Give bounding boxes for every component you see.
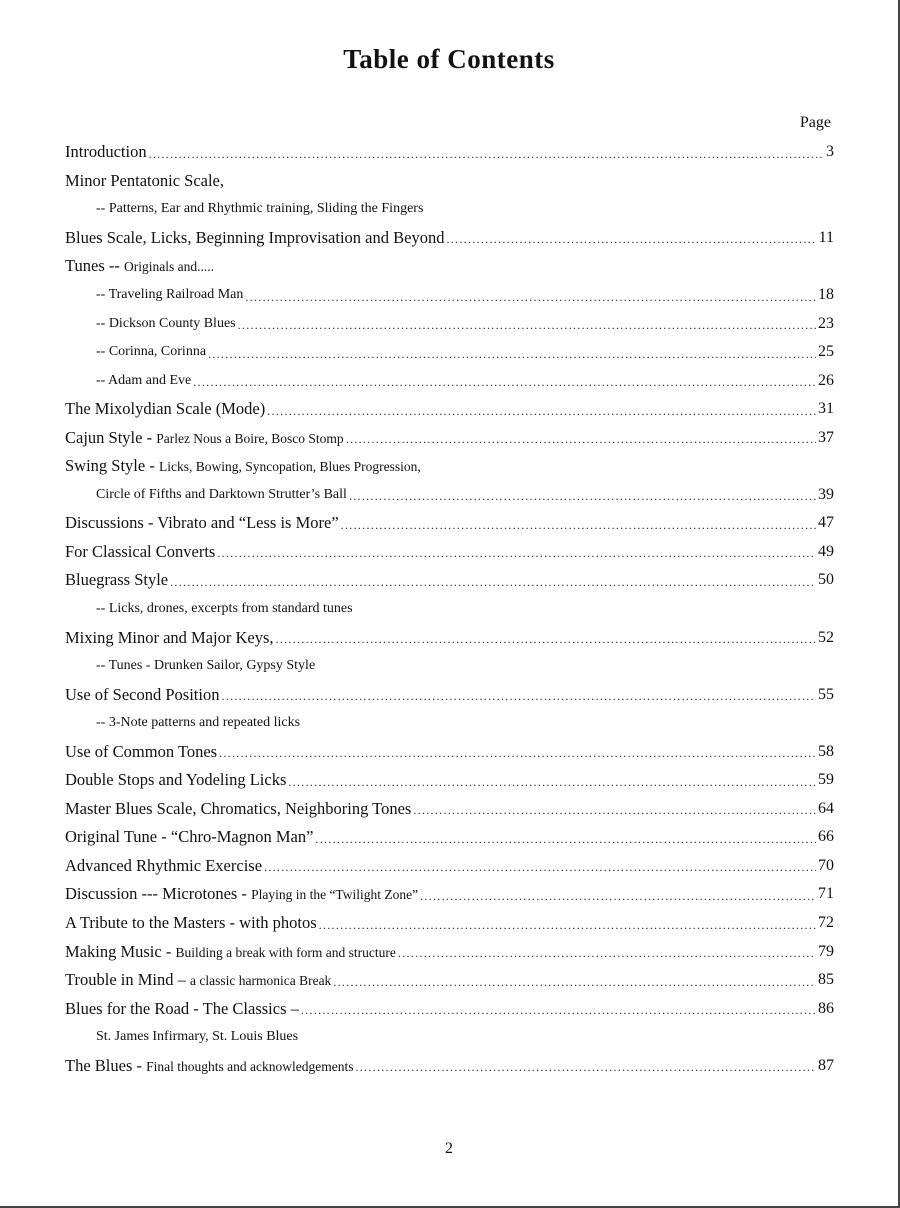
toc-entry — [65, 766, 834, 795]
dot-leader — [355, 1060, 816, 1075]
toc-entry-title — [65, 513, 339, 533]
toc-entry — [65, 138, 834, 167]
toc-entry-title — [65, 256, 214, 276]
toc-entry — [65, 823, 834, 852]
toc-entry-title — [96, 201, 423, 217]
toc-entry-main-text: For Classical Converts — [65, 541, 216, 561]
toc-entry-title — [96, 344, 206, 360]
toc-entry-title — [65, 856, 262, 876]
toc-entry — [65, 737, 834, 766]
toc-entry-sub-text: -- Traveling Railroad Man — [96, 287, 244, 302]
toc-entry-main-text: Minor Pentatonic Scale, — [65, 170, 225, 190]
toc-entry-sub-text: -- Corinna, Corinna — [96, 344, 207, 360]
toc-entry-page: 26 — [818, 371, 834, 389]
toc-entry-sub-text: Parlez Nous a Boire, Bosco Stomp — [156, 430, 344, 446]
toc-entry-main-text: Trouble in Mind – — [65, 970, 190, 990]
dot-leader — [217, 546, 816, 561]
dot-leader — [149, 147, 824, 162]
toc-entry — [65, 994, 834, 1023]
toc-entry-title — [65, 628, 274, 648]
toc-entry-main-text: Discussion --- Microtones - — [65, 884, 252, 904]
page-number: 2 — [445, 1140, 453, 1157]
toc-entry — [65, 595, 834, 624]
dot-leader — [315, 832, 816, 847]
toc-entry-sub-text: -- Tunes - Drunken Sailor, Gypsy Style — [96, 658, 316, 674]
toc-entry-page: 66 — [818, 828, 834, 846]
toc-entry-page: 3 — [826, 143, 834, 161]
toc-entry-page: 47 — [818, 514, 834, 532]
toc-entry-main-text: Mixing Minor and Major Keys, — [65, 627, 274, 647]
toc-entry-page: 23 — [818, 314, 834, 332]
toc-entry-sub-text: Building a break with form and structure — [175, 944, 396, 960]
toc-entry — [65, 709, 834, 738]
toc-entry-title — [65, 970, 331, 990]
dot-leader — [301, 1003, 816, 1018]
dot-leader — [446, 232, 816, 247]
toc-entry-main-text: The Mixolydian Scale (Mode) — [65, 399, 266, 419]
toc-entry — [65, 366, 834, 395]
toc-entry-title — [65, 542, 215, 562]
dot-leader — [346, 432, 816, 447]
dot-leader — [245, 290, 816, 305]
toc-entry-main-text: Use of Second Position — [65, 684, 220, 704]
dot-leader — [221, 689, 816, 704]
toc-entry-page: 70 — [818, 856, 834, 874]
page-title: Table of Contents — [343, 44, 555, 74]
toc-entry-title — [65, 142, 147, 162]
toc-entry-page: 49 — [818, 542, 834, 560]
toc-entry-main-text: The Blues - — [65, 1055, 147, 1075]
toc-entry-title — [65, 827, 313, 847]
toc-entry-title — [96, 373, 191, 389]
toc-entry — [65, 509, 834, 538]
toc-entry-main-text: Swing Style - — [65, 456, 159, 476]
toc-entry — [65, 1023, 834, 1052]
toc-entry — [65, 680, 834, 709]
toc-entry-title — [65, 799, 411, 819]
toc-entry-page: 11 — [818, 228, 834, 246]
dot-leader — [398, 946, 816, 961]
toc-entry-main-text: Advanced Rhythmic Exercise — [65, 855, 263, 875]
toc-entry-main-text: Master Blues Scale, Chromatics, Neighboring Tones — [65, 798, 412, 818]
dot-leader — [170, 575, 816, 590]
toc-entry-title — [65, 570, 168, 590]
dot-leader — [288, 775, 816, 790]
dot-leader — [333, 975, 816, 990]
toc-entry — [65, 309, 834, 338]
dot-leader — [349, 489, 816, 504]
toc-entry-sub-text: -- Licks, drones, excerpts from standard tunes — [96, 601, 353, 617]
toc-entry-title — [65, 913, 317, 933]
page-column-header: Page — [799, 114, 831, 131]
toc-entry-page: 71 — [818, 885, 834, 903]
toc-entry-main-text: Blues Scale, Licks, Beginning Improvisation and Beyond — [65, 227, 445, 247]
toc-entry-page: 37 — [818, 428, 834, 446]
toc-entry-page: 86 — [818, 999, 834, 1017]
toc-entry-page: 59 — [818, 771, 834, 789]
toc-entry — [65, 623, 834, 652]
toc-entry-sub-text: -- Dickson County Blues — [96, 315, 236, 331]
toc-entry-title — [65, 999, 299, 1019]
toc-entry-page: 31 — [818, 400, 834, 418]
toc-list — [65, 138, 834, 1080]
dot-leader — [420, 889, 816, 904]
toc-entry — [65, 195, 834, 224]
toc-entry-page: 72 — [818, 914, 834, 932]
toc-entry-page: 85 — [818, 971, 834, 989]
toc-entry-sub-text: a classic harmonica Break — [190, 973, 332, 989]
dot-leader — [319, 918, 816, 933]
toc-entry-title — [65, 884, 418, 904]
toc-entry-page: 18 — [818, 286, 834, 303]
toc-entry-page: 39 — [818, 485, 834, 503]
toc-entry-title — [65, 456, 421, 476]
toc-entry-title — [65, 770, 286, 790]
toc-entry — [65, 880, 834, 909]
toc-entry-title — [65, 685, 219, 705]
toc-entry-page: 50 — [818, 571, 834, 589]
toc-entry — [65, 937, 834, 966]
toc-entry — [65, 852, 834, 881]
toc-entry-title — [96, 287, 243, 303]
toc-entry-sub-text: Playing in the “Twilight Zone” — [251, 887, 419, 903]
toc-entry-sub-text: -- Adam and Eve — [96, 372, 192, 388]
toc-entry-sub-text: -- 3-Note patterns and repeated licks — [96, 715, 301, 731]
toc-entry-sub-text: Originals and..... — [123, 259, 214, 275]
toc-entry-main-text: Blues for the Road - The Classics – — [65, 998, 299, 1018]
toc-entry-page: 55 — [818, 685, 834, 703]
toc-entry-sub-text: Final thoughts and acknowledgements — [146, 1058, 354, 1074]
dot-leader — [193, 375, 816, 390]
toc-entry — [65, 252, 834, 281]
toc-entry-title — [65, 399, 265, 419]
toc-entry-main-text: Use of Common Tones — [65, 741, 218, 761]
toc-entry-title — [96, 658, 315, 674]
toc-entry-title — [96, 715, 300, 731]
toc-entry-sub-text: Circle of Fifths and Darktown Strutter’s Ball — [96, 486, 347, 502]
toc-entry-sub-text: Licks, Bowing, Syncopation, Blues Progression, — [158, 459, 421, 475]
toc-entry — [65, 395, 834, 424]
toc-entry-title — [65, 742, 217, 762]
toc-entry-main-text: Introduction — [65, 142, 147, 162]
dot-leader — [267, 404, 816, 419]
toc-entry — [65, 338, 834, 367]
toc-entry-page: 58 — [818, 742, 834, 760]
toc-entry — [65, 423, 834, 452]
toc-entry-page: 25 — [818, 343, 834, 361]
toc-entry-sub-text: -- Patterns, Ear and Rhythmic training, Sliding the Fingers — [96, 201, 424, 217]
toc-entry-title — [65, 428, 344, 448]
toc-entry-title — [96, 316, 236, 332]
toc-entry-main-text: Making Music - — [65, 941, 176, 961]
toc-entry — [65, 481, 834, 510]
toc-entry — [65, 909, 834, 938]
toc-entry-main-text: Bluegrass Style — [65, 570, 169, 590]
toc-entry — [65, 452, 834, 481]
toc-entry-main-text: Cajun Style - — [65, 427, 157, 447]
toc-entry-page: 64 — [818, 799, 834, 817]
toc-entry-page: 87 — [818, 1056, 834, 1074]
toc-entry — [65, 566, 834, 595]
dot-leader — [276, 632, 816, 647]
toc-entry — [65, 652, 834, 681]
toc-entry-title — [65, 1056, 353, 1076]
toc-entry-main-text: Discussions - Vibrato and “Less is More” — [65, 513, 339, 533]
toc-entry-title — [96, 1029, 298, 1045]
dot-leader — [341, 518, 816, 533]
dot-leader — [219, 746, 816, 761]
toc-entry-title — [65, 942, 396, 962]
dot-leader — [264, 860, 816, 875]
toc-entry — [65, 538, 834, 567]
toc-entry — [65, 281, 834, 310]
toc-entry-page: 52 — [818, 628, 834, 646]
toc-entry-page: 79 — [818, 942, 834, 960]
toc-entry — [65, 795, 834, 824]
toc-entry — [65, 224, 834, 253]
toc-entry — [65, 1052, 834, 1081]
toc-entry — [65, 167, 834, 196]
toc-entry — [65, 966, 834, 995]
toc-entry-main-text: Original Tune - “Chro-Magnon Man” — [65, 827, 314, 847]
toc-entry-title — [96, 601, 353, 617]
toc-entry-main-text: Double Stops and Yodeling Licks — [65, 770, 287, 790]
toc-entry-title — [96, 487, 347, 503]
dot-leader — [208, 347, 816, 362]
toc-entry-title — [65, 171, 224, 191]
dot-leader — [413, 803, 816, 818]
toc-entry-main-text: Tunes -- — [65, 256, 124, 276]
toc-entry-title — [65, 228, 444, 248]
toc-entry-main-text: A Tribute to the Masters - with photos — [65, 913, 317, 933]
dot-leader — [238, 318, 816, 333]
toc-entry-sub-text: St. James Infirmary, St. Louis Blues — [96, 1029, 299, 1045]
